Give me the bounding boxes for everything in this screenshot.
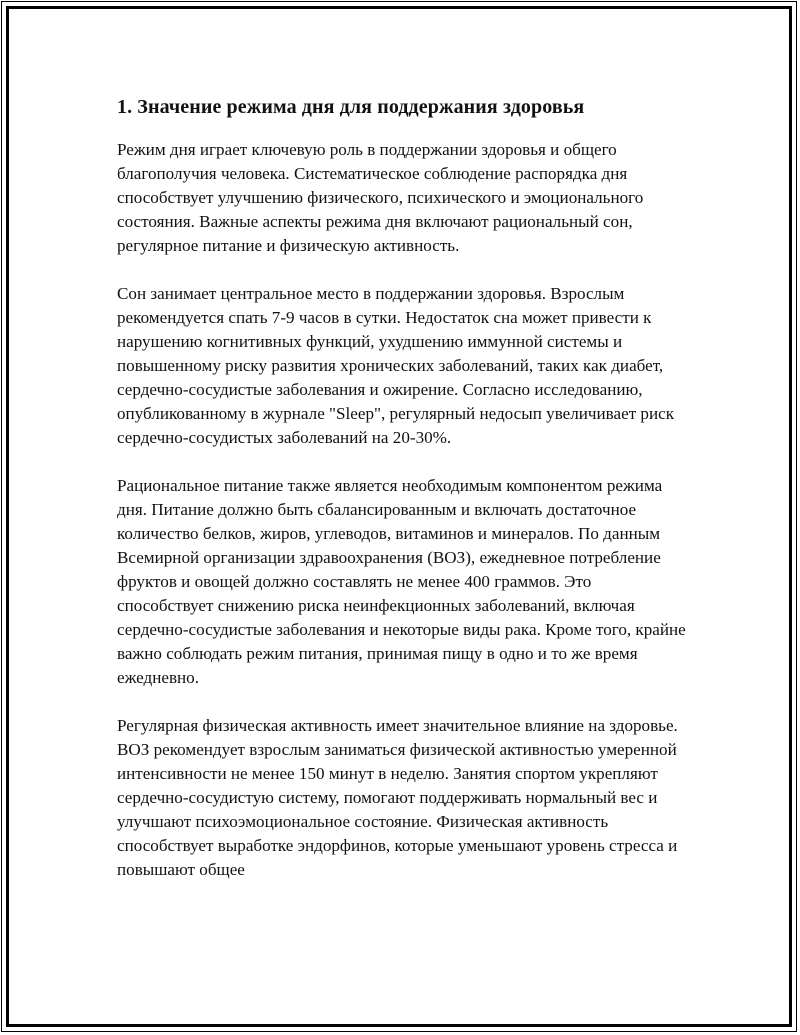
paragraph-nutrition: Рациональное питание также является необходимым компонентом режима дня. Питание должно быть сбалансированным и включать достаточное количество белков, жиров, углеводов, витаминов и минералов. По данным Всемирной организации здравоохранения (ВОЗ), ежедневное потребление фруктов и овощей должно составлять не менее 400 граммов. Это способствует снижению риска неинфекционных заболеваний, включая сердечно-сосудистые заболевания и некоторые виды рака. Кроме того, крайне важно соблюдать режим питания, принимая пищу в одно и то же время ежедневно. xyxy=(117,476,686,687)
document-body xyxy=(117,94,687,906)
paragraph-sleep: Сон занимает центральное место в поддержании здоровья. Взрослым рекомендуется спать 7-9 часов в сутки. Недостаток сна может привести к нарушению когнитивных функций, ухудшению иммунной системы и повышенному риску развития хронических заболеваний, таких как диабет, сердечно-сосудистые заболевания и ожирение. Согласно исследованию, опубликованному в журнале "Sleep", регулярный недосып увеличивает риск сердечно-сосудистых заболеваний на 20-30%. xyxy=(117,284,675,447)
paragraph-physical-activity: Регулярная физическая активность имеет значительное влияние на здоровье. ВОЗ рекомендует взрослым заниматься физической активностью умеренной интенсивности не менее 150 минут в неделю. Занятия спортом укрепляют сердечно-сосудистую систему, помогают поддерживать нормальный вес и улучшают психоэмоциональное состояние. Физическая активность способствует выработке эндорфинов, которые уменьшают уровень стресса и повышают общее xyxy=(117,716,678,879)
paragraph-daily-routine: Режим дня играет ключевую роль в поддержании здоровья и общего благополучия человека. Систематическое соблюдение распорядка дня способствует улучшению физического, психического и эмоционального состояния. Важные аспекты режима дня включают рациональный сон, регулярное питание и физическую активность. xyxy=(117,140,644,255)
section-heading: 1. Значение режима дня для поддержания здоровья xyxy=(117,96,585,118)
